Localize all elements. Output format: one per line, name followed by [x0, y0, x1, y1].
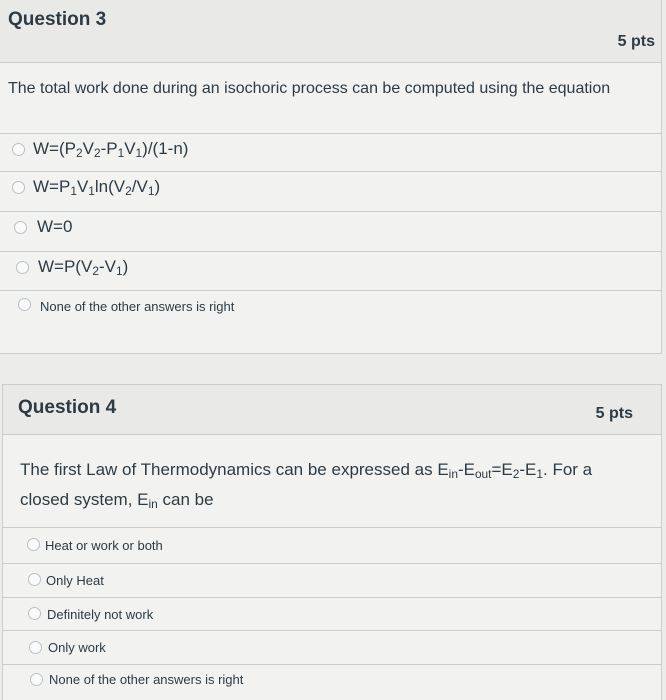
q3-answer-4[interactable]	[0, 251, 661, 278]
q3-answer-4-label: $W=P(V_2-V_1)$	[38, 257, 129, 278]
question-4-header	[3, 385, 661, 435]
radio-button[interactable]	[29, 641, 42, 654]
q4-answer-5[interactable]	[3, 664, 661, 687]
q4-answer-2[interactable]	[3, 563, 661, 588]
q3-answer-3-label: W=0	[37, 217, 73, 236]
radio-button[interactable]	[27, 538, 40, 551]
question-3-title: Question 3	[8, 9, 107, 30]
q4-answer-3-label: Definitely not work	[47, 607, 154, 622]
q3-answer-1[interactable]	[0, 133, 661, 160]
q3-answer-1-label: $W=(P_2V_2-P_1V_1)/(1-n)$	[33, 139, 189, 160]
radio-button[interactable]	[16, 261, 29, 274]
q4-answer-4[interactable]	[3, 630, 661, 655]
question-4-card	[2, 384, 662, 700]
radio-button[interactable]	[12, 143, 25, 156]
q4-answer-5-label: None of the other answers is right	[49, 672, 244, 687]
q4-answer-4-label: Only work	[48, 640, 106, 655]
question-4-points: 5 pts	[595, 405, 633, 422]
q3-answer-2[interactable]	[0, 171, 661, 198]
q3-answer-2-label: $W=P_1V_1\ln(V_2/V_1)$	[33, 177, 161, 198]
radio-button[interactable]	[14, 221, 27, 234]
question-4-prompt: The first Law of Thermodynamics can be expressed as $E_{in}-E_{out}=E_2-E_1$. For a closed system, $E_{in}$ can be	[20, 460, 593, 511]
q3-answer-5-label: None of the other answers is right	[40, 299, 235, 314]
radio-button[interactable]	[28, 607, 41, 620]
radio-button[interactable]	[28, 573, 41, 586]
question-4-title: Question 4	[18, 397, 117, 418]
question-3-points: 5 pts	[617, 33, 655, 50]
question-3-header	[0, 0, 661, 63]
q4-answer-2-label: Only Heat	[46, 573, 104, 588]
radio-button[interactable]	[18, 298, 31, 311]
q4-answer-1[interactable]	[3, 527, 661, 553]
q4-answer-3[interactable]	[3, 597, 661, 622]
q3-answer-5[interactable]	[0, 290, 661, 314]
question-3-prompt: The total work done during an isochoric process can be computed using the equation	[8, 80, 611, 97]
radio-button[interactable]	[12, 181, 25, 194]
q4-answer-1-label: Heat or work or both	[45, 538, 163, 553]
q3-answer-3[interactable]	[0, 211, 661, 236]
radio-button[interactable]	[30, 673, 43, 686]
